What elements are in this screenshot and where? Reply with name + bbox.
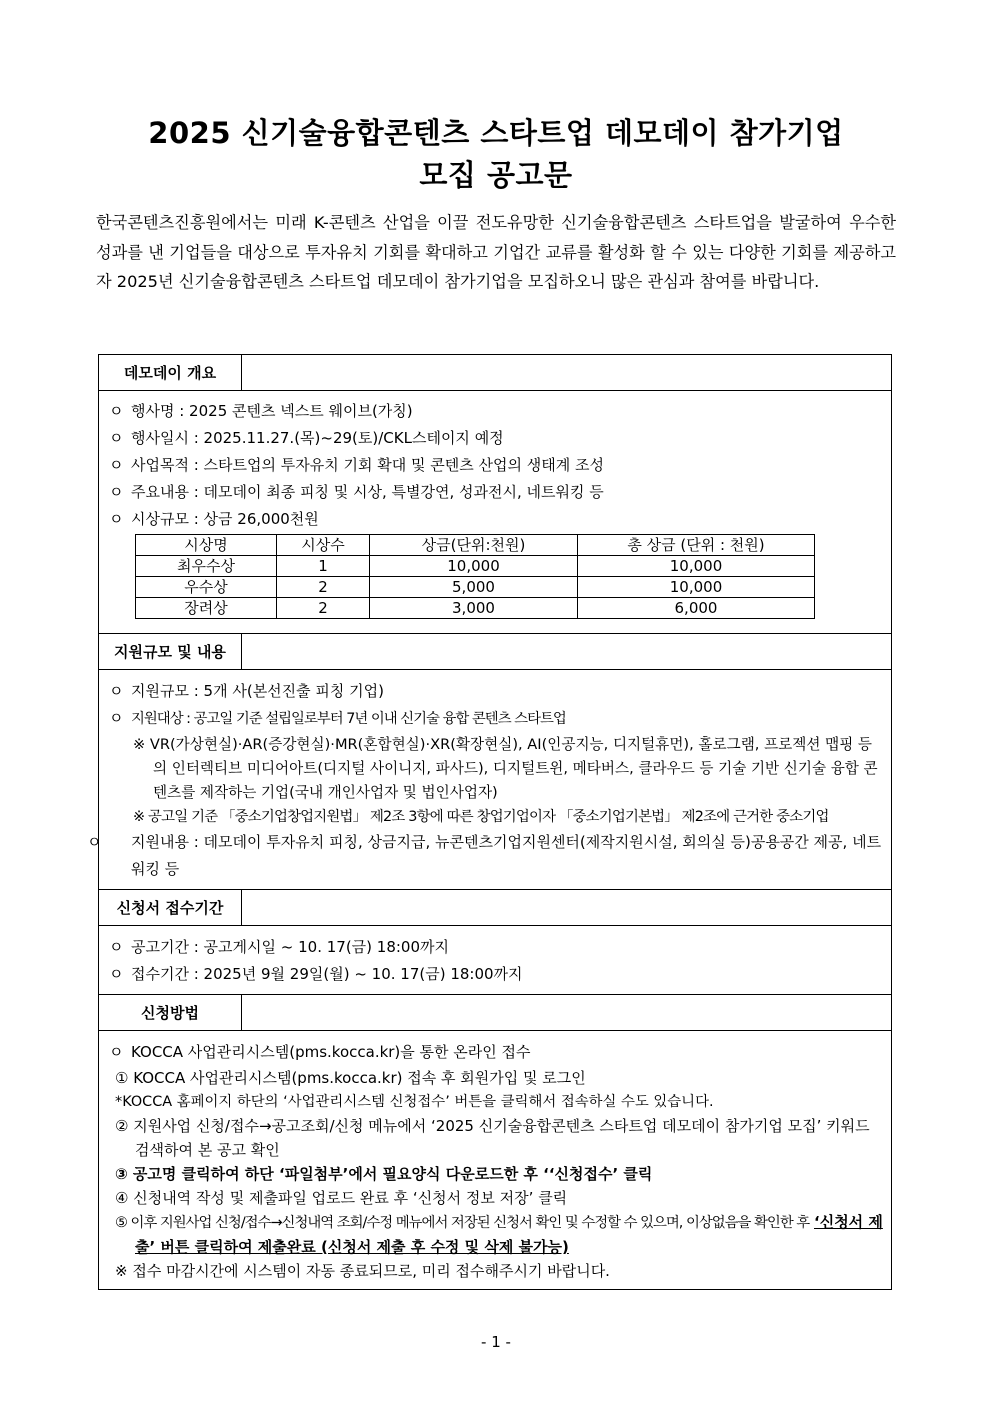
bullet: ㅇ <box>109 938 124 956</box>
eligibility-note: ※ VR(가상현실)·AR(증강현실)·MR(혼합현실)·XR(확장현실), AI(인공지능, 디지털휴먼), 홀로그램, 프로젝션 맵핑 등의 인터렉티브 미디어아트(디지털 사이니지, 파사드), 디지털트윈, 메타버스, 클라우드 등 기술 기반 신기술 융합 콘텐츠를 제작하는 기업(국내 개인사업자 및 법인사업자) <box>133 736 878 801</box>
page-number: - 1 - <box>481 1333 511 1351</box>
section-header-overview <box>99 355 891 391</box>
section-label-support: 지원규모 및 내용 <box>99 634 242 669</box>
bullet: ㅇ <box>109 402 124 420</box>
submit-instruction: ‘신청서 제출’ 버튼 클릭하여 제출완료 (신청서 제출 후 수정 및 삭제 불가능) <box>135 1213 883 1256</box>
table-row <box>136 598 815 619</box>
table-cell: 장려상 <box>136 598 277 619</box>
list-item: ㅇ 시상규모 : 상금 26,000천원 <box>109 506 883 533</box>
eligibility-note: ※ 공고일 기준 「중소기업창업지원법」 제2조 3항에 따른 창업기업이자 「중소기업기본법」 제2조에 근거한 중소기업 <box>133 809 829 825</box>
list-item: ㅇ 행사명 : 2025 콘텐츠 넥스트 웨이브(가칭) <box>109 398 883 425</box>
section-body-support <box>87 670 891 890</box>
list-item: ㅇ 지원내용 : 데모데이 투자유치 피칭, 상금지급, 뉴콘텐츠기업지원센터(제작지원시설, 회의실 등)공용공간 제공, 네트워킹 등 <box>109 829 883 883</box>
section-body-method <box>99 1031 891 1289</box>
title-line-1: 2025 신기술융합콘텐츠 스타트업 데모데이 참가기업 <box>148 116 844 150</box>
step-1: ① KOCCA 사업관리시스템(pms.kocca.kr) 접속 후 회원가입 및 로그인 <box>115 1069 586 1087</box>
table-cell: 6,000 <box>578 598 815 619</box>
bullet: ㅇ <box>109 709 124 727</box>
section-header-period <box>99 890 891 926</box>
step-3: ③ 공고명 클릭하여 하단 ‘파일첨부’에서 필요양식 다운로드한 후 ‘‘신청접수’ 클릭 <box>115 1165 653 1183</box>
table-cell: 10,000 <box>578 556 815 577</box>
intro-paragraph: 한국콘텐츠진흥원에서는 미래 K-콘텐츠 산업을 이끌 전도유망한 신기술융합콘텐츠 스타트업을 발굴하여 우수한 성과를 낸 기업들을 대상으로 투자유치 기회를 확대하고 기업간 교류를 활성화 할 수 있는 다양한 기회를 제공하고자 2025년 신기술융합콘텐츠 스타트업 데모데이 참가기업을 모집하오니 많은 관심과 참여를 바랍니다. <box>96 213 896 291</box>
bullet: ㅇ <box>109 483 124 501</box>
table-header-row <box>136 535 815 556</box>
list-item: ㅇ 접수기간 : 2025년 9월 29일(월) ~ 10. 17(금) 18:00까지 <box>109 961 883 988</box>
title-line-2: 모집 공고문 <box>419 158 573 192</box>
table-row <box>136 556 815 577</box>
bullet: ㅇ <box>109 1043 124 1061</box>
table-header-cell: 시상명 <box>136 535 277 556</box>
step-5: ⑤ 이후 지원사업 신청/접수→신청내역 조회/수정 메뉴에서 저장된 신청서 확인 및 수정할 수 있으며, 이상없음을 확인한 후 ‘신청서 제출’ 버튼 클릭하여 제출완료 (신청서 제출 후 수정 및 삭제 불가능) <box>115 1213 883 1256</box>
section-label-period: 신청서 접수기간 <box>99 890 242 925</box>
section-label-overview: 데모데이 개요 <box>99 355 242 390</box>
table-cell: 1 <box>277 556 370 577</box>
section-body-period <box>99 926 891 995</box>
prize-table <box>135 534 815 619</box>
document-title <box>0 112 992 196</box>
step-4: ④ 신청내역 작성 및 제출파일 업로드 완료 후 ‘신청서 정보 저장’ 클릭 <box>115 1189 568 1207</box>
bullet: ㅇ <box>109 456 124 474</box>
table-cell: 10,000 <box>578 577 815 598</box>
table-header-cell: 총 상금 (단위 : 천원) <box>578 535 815 556</box>
list-item: ㅇ KOCCA 사업관리시스템(pms.kocca.kr)을 통한 온라인 접수 <box>109 1039 883 1066</box>
table-cell: 5,000 <box>370 577 578 598</box>
bullet: ㅇ <box>87 833 102 851</box>
table-header-cell: 시상수 <box>277 535 370 556</box>
list-item: ㅇ 공고기간 : 공고게시일 ~ 10. 17(금) 18:00까지 <box>109 934 883 961</box>
list-item: ㅇ 지원대상 : 공고일 기준 설립일로부터 7년 이내 신기술 융합 콘텐츠 스타트업 <box>109 705 883 733</box>
closing-note: ※ 접수 마감시간에 시스템이 자동 종료되므로, 미리 접수해주시기 바랍니다. <box>115 1262 610 1280</box>
section-header-method <box>99 995 891 1031</box>
table-cell: 최우수상 <box>136 556 277 577</box>
table-cell: 2 <box>277 598 370 619</box>
step-1-note: *KOCCA 홈페이지 하단의 ‘사업관리시스템 신청접수’ 버튼을 클릭해서 접속하실 수도 있습니다. <box>115 1094 714 1110</box>
list-item: ㅇ 주요내용 : 데모데이 최종 피칭 및 시상, 특별강연, 성과전시, 네트워킹 등 <box>109 479 883 506</box>
bullet: ㅇ <box>109 510 124 528</box>
section-header-support <box>99 634 891 670</box>
announcement-box <box>87 354 892 1290</box>
list-item: ㅇ 사업목적 : 스타트업의 투자유치 기회 확대 및 콘텐츠 산업의 생태계 조성 <box>109 452 883 479</box>
table-cell: 3,000 <box>370 598 578 619</box>
step-2: ② 지원사업 신청/접수→공고조회/신청 메뉴에서 ‘2025 신기술융합콘텐츠 스타트업 데모데이 참가기업 모집’ 키워드 검색하여 본 공고 확인 <box>115 1117 870 1159</box>
list-item: ㅇ 지원규모 : 5개 사(본선진출 피칭 기업) <box>109 678 883 705</box>
table-cell: 2 <box>277 577 370 598</box>
section-body-overview <box>99 391 891 634</box>
section-label-method: 신청방법 <box>99 995 242 1030</box>
table-cell: 10,000 <box>370 556 578 577</box>
table-row <box>136 577 815 598</box>
bullet: ㅇ <box>109 965 124 983</box>
list-item: ㅇ 행사일시 : 2025.11.27.(목)~29(토)/CKL스테이지 예정 <box>109 425 883 452</box>
bullet: ㅇ <box>109 682 124 700</box>
table-cell: 우수상 <box>136 577 277 598</box>
table-header-cell: 상금(단위:천원) <box>370 535 578 556</box>
bullet: ㅇ <box>109 429 124 447</box>
